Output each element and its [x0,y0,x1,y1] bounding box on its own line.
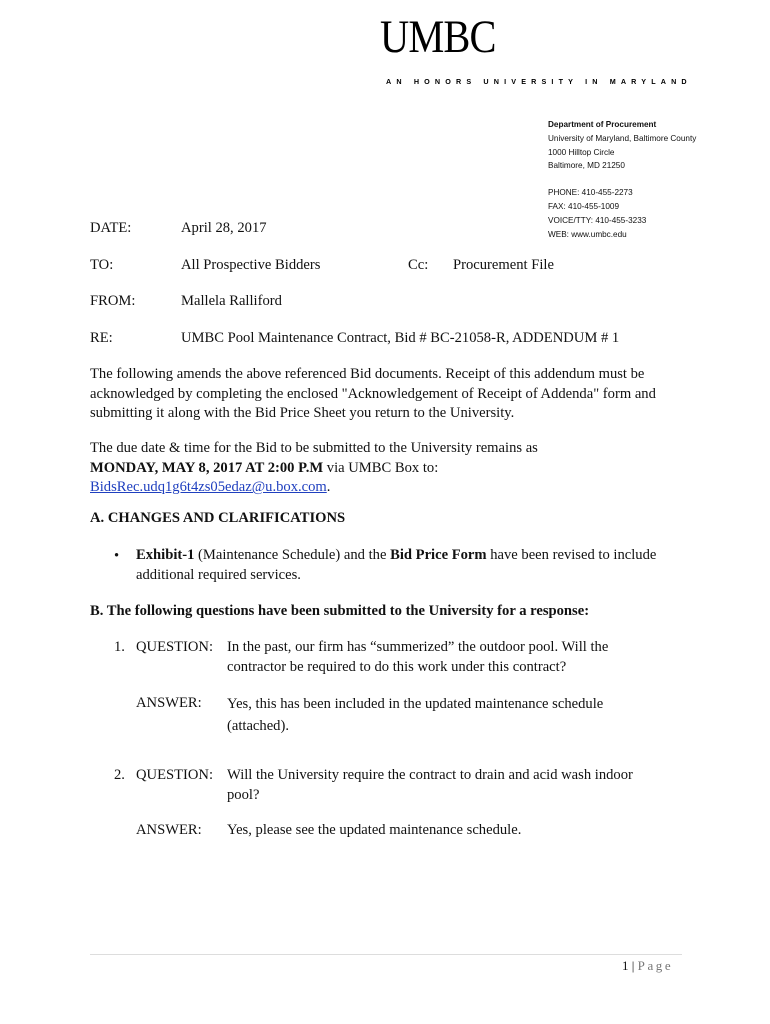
question-number: 2. [114,767,125,783]
page-separator: | [631,958,635,973]
re-label: RE: [90,330,113,346]
cc-label: Cc: [408,257,429,273]
bullet-icon: • [114,548,120,564]
address-line: University of Maryland, Baltimore County [548,133,697,143]
question-label: QUESTION: [136,639,214,655]
bid-price-form-ref: Bid Price Form [390,547,487,563]
contact-phone: PHONE: 410-455-2273 [548,188,633,198]
answer-text: Yes, please see the updated maintenance schedule. [227,822,522,838]
from-label: FROM: [90,293,136,309]
due-date-via: via UMBC Box to: [323,459,439,476]
question-label: QUESTION: [136,767,214,783]
question-text: In the past, our firm has “summerized” the outdoor pool. Will the contractor be required to do this work under this contract? [227,639,609,675]
from-value: Mallela Ralliford [181,293,282,309]
due-date-paragraph: The due date & time for the Bid to be submitted to the University remains as MONDAY, MAY 8, 2017 AT 2:00 P.M via UMBC Box to: BidsRec.udq1g6t4zs05edaz@u.box.com. [90,440,538,496]
contact-fax: FAX: 410-455-1009 [548,201,620,211]
question-text: Will the University require the contract to drain and acid wash indoor pool? [227,767,633,803]
department-name: Department of Procurement [548,120,657,129]
contact-web: WEB: www.umbc.edu [548,229,627,239]
cc-value: Procurement File [453,257,554,273]
footer-divider [90,954,682,955]
answer-label: ANSWER: [136,695,202,711]
umbc-logo: UMBC [380,11,496,63]
page-number: 1 [622,958,629,973]
date-label: DATE: [90,220,132,236]
question-number: 1. [114,639,125,655]
to-label: TO: [90,257,114,273]
section-a-item: Exhibit-1 (Maintenance Schedule) and the Bid Price Form have been revised to include additional required services. [136,547,657,583]
re-value: UMBC Pool Maintenance Contract, Bid # BC-21058-R, ADDENDUM # 1 [181,330,620,346]
submission-email-link[interactable]: BidsRec.udq1g6t4zs05edaz@u.box.com [90,479,327,496]
address-line: 1000 Hilltop Circle [548,147,615,157]
exhibit-ref: Exhibit-1 [136,547,195,563]
due-date-deadline: MONDAY, MAY 8, 2017 AT 2:00 P.M [90,459,324,476]
section-b-title: B. The following questions have been submitted to the University for a response: [90,603,590,619]
contact-voice-tty: VOICE/TTY: 410-455-3233 [548,215,647,225]
answer-label: ANSWER: [136,822,202,838]
section-a-title: A. CHANGES AND CLARIFICATIONS [90,510,346,526]
to-value: All Prospective Bidders [181,257,321,273]
department-address-block [548,118,696,241]
answer-text: Yes, this has been included in the updated maintenance schedule (attached). [227,696,604,734]
logo-tagline: AN HONORS UNIVERSITY IN MARYLAND [386,77,692,86]
due-date-line: The due date & time for the Bid to be submitted to the University remains as [90,440,538,456]
page-footer [622,958,673,974]
intro-paragraph: The following amends the above referenced Bid documents. Receipt of this addendum must be acknowledged by completing the enclosed "Acknowledgement of Receipt of Addenda" form and submitting it along with the Bid Price Sheet you return to the University. [90,366,656,422]
page-word: Page [637,958,674,973]
address-line: Baltimore, MD 21250 [548,161,625,171]
date-value: April 28, 2017 [181,220,267,236]
